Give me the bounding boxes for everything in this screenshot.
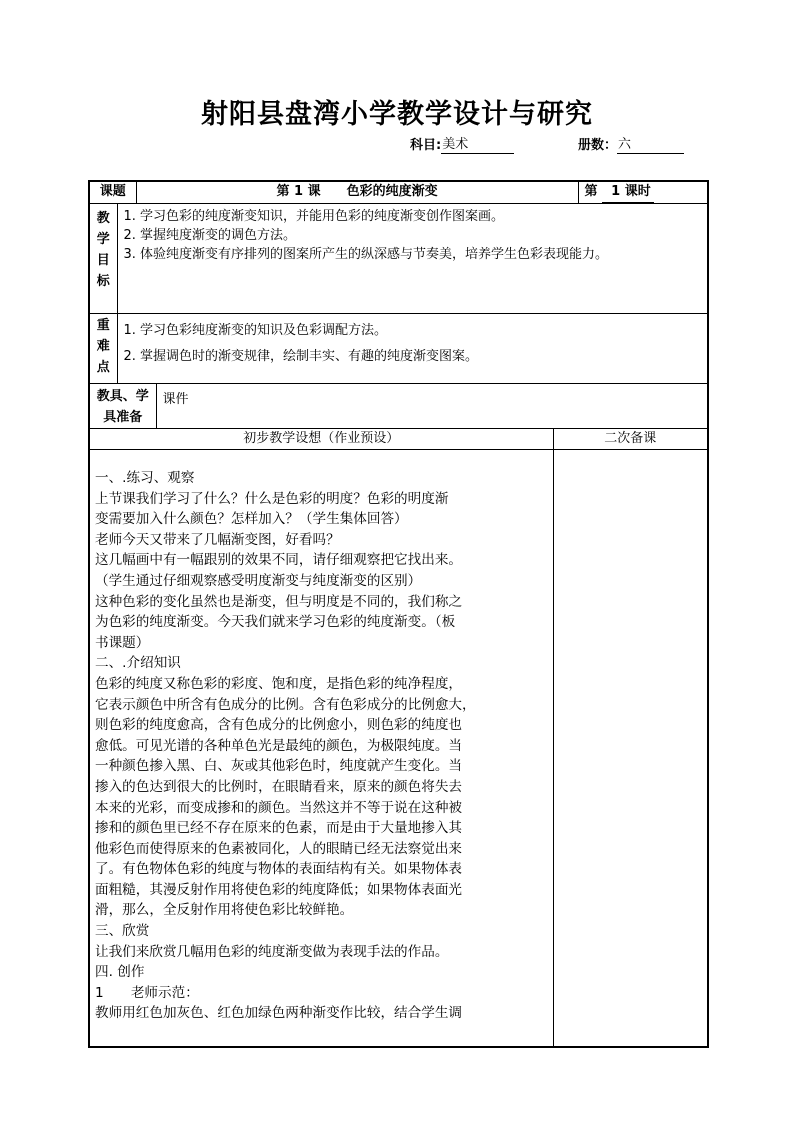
volume-label: 册数： [578,138,618,153]
objective-item: 2. 掌握纯度渐变的调色方法。 [123,228,297,243]
key-points-row [89,314,708,384]
body-line: 二、.介绍知识 [95,655,181,672]
objectives-list [117,204,708,314]
objectives-row [89,204,708,314]
body-line: 他彩色而使得原来的色素被同化，人的眼睛已经无法察觉出来 [95,840,463,857]
body-line: 老师今天又带来了几幅渐变图，好看吗？ [95,531,340,548]
key-point-item: 2. 掌握调色时的渐变规律，绘制丰实、有趣的纯度渐变图案。 [123,349,479,364]
body-line: 书课题） [95,634,150,651]
body-line: 则色彩的纯度愈高，含有色成分的比例愈小，则色彩的纯度也 [95,717,463,734]
objective-item: 1. 学习色彩的纯度渐变知识，并能用色彩的纯度渐变创作图案画。 [123,209,505,224]
body-line: 本来的光彩，而变成掺和的颜色。当然这并不等于说在这种被 [95,799,463,816]
body-line: 三、欣赏 [95,923,150,940]
body-line: 一种颜色掺入黑、白、灰或其他彩色时，纯度就产生变化。当 [95,758,463,775]
body-line: 这种色彩的变化虽然也是渐变，但与明度是不同的，我们称之 [95,593,463,610]
objectives-label-char: 教 [96,211,110,226]
topic-row [89,181,708,204]
body-line: 上节课我们学习了什么？什么是色彩的明度？色彩的明度渐 [95,490,449,507]
body-line: 让我们来欣赏几幅用色彩的纯度渐变做为表现手法的作品。 [95,943,449,960]
tools-label-line: 具准备 [103,410,143,425]
body-line: 面粗糙，其漫反射作用将使色彩的纯度降低；如果物体表面光 [95,881,463,898]
tools-row [89,384,708,429]
objectives-label [89,204,117,314]
key-points-label-char: 重 [96,318,110,333]
tools-label-line: 教具、学 [96,389,149,404]
column-header-row [89,429,708,450]
subject-field [410,136,514,154]
body-line: 一、.练习、观察 [95,470,195,486]
objectives-label-char: 目 [96,253,110,268]
side-column-header: 二次备课 [553,429,708,450]
teaching-plan-body [89,450,553,1048]
tools-value: 课件 [156,384,708,429]
lesson-plan-table [88,180,709,1048]
body-line: 色彩的纯度又称色彩的彩度、饱和度，是指色彩的纯净程度， [95,675,463,692]
key-points-label-char: 点 [96,360,110,375]
body-line: 教师用红色加灰色、红色加绿色两种渐变作比较，结合学生调 [95,1005,463,1022]
period-prefix: 第 [584,184,598,199]
key-points-list [117,314,708,384]
second-prep-column [553,450,708,1048]
objective-item: 3. 体验纯度渐变有序排列的图案所产生的纵深感与节奏美，培养学生色彩表现能力。 [123,247,609,262]
period-cell [578,181,708,204]
period-suffix: 课时 [624,184,651,199]
body-line: 变需要加入什么颜色？怎样加入？（学生集体回答） [95,511,408,528]
body-line: 掺和的颜色里已经不存在原来的色素，而是由于大量地掺入其 [95,820,463,837]
body-line: 它表示颜色中所含有色成分的比例。含有色彩成分的比例愈大， [95,696,476,713]
tools-label [89,384,156,429]
body-line: 1 老师示范： [95,984,199,1001]
page-title: 射阳县盘湾小学教学设计与研究 [201,99,593,130]
period-number: 1 [611,184,621,199]
key-points-label-char: 难 [96,339,110,354]
body-line: （学生通过仔细观察感受明度渐变与纯度渐变的区别） [95,572,422,589]
body-line: 愈低。可见光谱的各种单色光是最纯的颜色，为极限纯度。当 [95,737,463,754]
period-value [602,182,654,203]
body-line: 四. 创作 [95,964,145,981]
body-line: 掺入的色达到很大的比例时，在眼睛看来，原来的颜色将失去 [95,778,463,795]
volume-field [578,136,684,154]
objectives-label-char: 学 [96,232,110,247]
key-point-item: 1. 学习色彩纯度渐变的知识及色彩调配方法。 [123,323,388,338]
body-line: 了。有色物体色彩的纯度与物体的表面结构有关。如果物体表 [95,861,463,878]
lesson-title: 第 1 课 色彩的纯度渐变 [136,181,578,204]
body-line: 滑，那么，全反射作用将使色彩比较鲜艳。 [95,902,354,919]
main-column-header: 初步教学设想（作业预设） [89,429,553,450]
body-line: 为色彩的纯度渐变。今天我们就来学习色彩的纯度渐变。（板 [95,614,456,631]
subject-value: 美术 [441,136,514,154]
body-line: 这几幅画中有一幅跟别的效果不同，请仔细观察把它找出来。 [95,552,463,569]
subject-label: 科目: [410,138,442,153]
content-row [89,450,708,1048]
objectives-label-char: 标 [96,274,110,289]
topic-label: 课题 [89,181,136,204]
key-points-label [89,314,117,384]
volume-value: 六 [617,136,684,154]
